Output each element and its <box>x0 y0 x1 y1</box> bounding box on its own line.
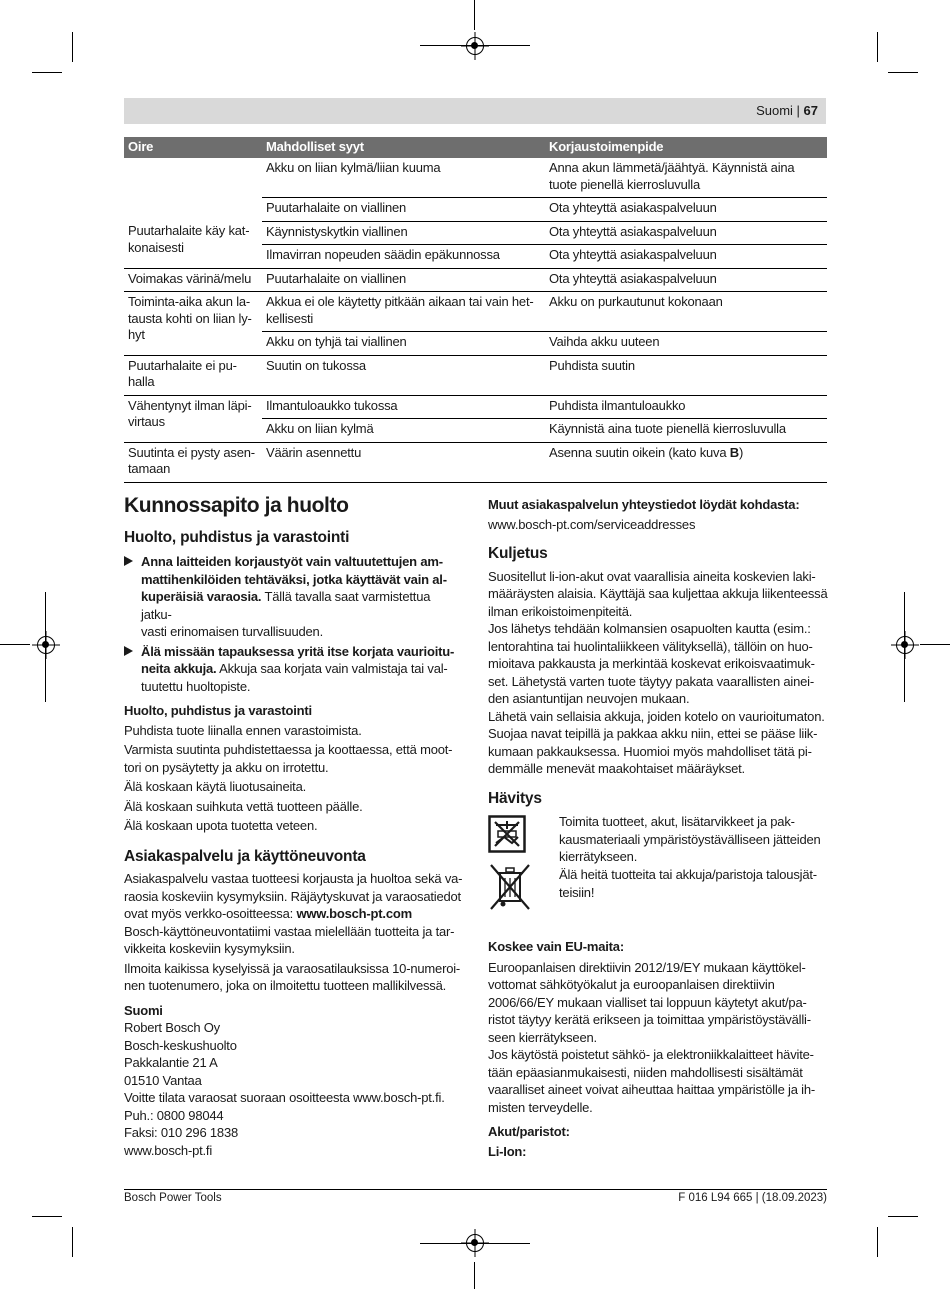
paragraph: Älä koskaan käytä liuotusaineita. <box>124 779 307 794</box>
paragraph: Jos käytöstä poistetut sähkö- ja elektroniikkalaitteet hävite- tään epäasianmukaisesti, niiden mahdollisesti sisältämät vaaralliset aineet voivat aiheuttaa haittaa ympäristölle ja ih- misten terveydelle. <box>488 1047 816 1115</box>
fix-text-end: ) <box>738 444 744 460</box>
crop-mark <box>32 1216 62 1217</box>
recycle-box-icon <box>488 815 526 853</box>
table-cell-fix: Puhdista ilmantuloaukko <box>545 395 827 419</box>
table-cell-fix: Käynnistä aina tuote pienellä kierrosluvulla <box>545 419 827 443</box>
address-line: Bosch-keskushuolto <box>124 1037 237 1053</box>
crop-mark <box>72 32 73 62</box>
table-cell-symptom: Suutinta ei pysty asen- tamaan <box>124 442 262 482</box>
table-header-symptom: Oire <box>124 137 262 158</box>
eu-heading: Koskee vain EU-maita: <box>488 939 624 954</box>
disposal-block <box>488 811 828 923</box>
table-cell-symptom: Toiminta-aika akun la- tausta kohti on liian ly- hyt <box>124 292 262 356</box>
table-cell-symptom: Puutarhalaite ei pu- halla <box>124 355 262 395</box>
address-line: Voitte tilata varaosat suoraan osoitteesta www.bosch-pt.fi. <box>124 1090 445 1105</box>
fix-text: Asenna suutin oikein (kato kuva <box>549 444 730 460</box>
bullet-text: Akkuja saa korjata vain valmistaja tai val- tuutettu huoltopiste. <box>141 661 448 694</box>
address-line: Faksi: 010 296 1838 <box>124 1125 239 1140</box>
table-row <box>124 355 827 395</box>
crop-mark <box>474 0 475 30</box>
crop-mark <box>877 32 878 62</box>
crop-mark <box>474 1262 475 1289</box>
table-cell-cause: Akku on liian kylmä <box>262 419 545 443</box>
table-cell-fix: Ota yhteyttä asiakaspalveluun <box>545 198 827 222</box>
table-cell-symptom <box>124 158 262 221</box>
paragraph: Bosch-käyttöneuvontatiimi vastaa mielellään tuotteita ja tar- vikkeita koskeviin kysymyksiin. <box>124 923 455 956</box>
table-header-fix: Korjaustoimenpide <box>545 137 827 158</box>
website-link[interactable]: www.bosch-pt.com <box>296 906 412 921</box>
paragraph: Euroopanlaisen direktiivin 2012/19/EY mukaan käyttökel- vottomat sähkötyökalut ja euroopanlaisen direktiivin 2006/66/EY mukaan vialliset tai loppuun käytetyt akut/pa- ristot täytyy kerätä erikseen ja toimittaa ympäristöystävälli- seen kierrätykseen. <box>488 959 811 1045</box>
paragraph: Älä koskaan upota tuotetta veteen. <box>124 818 318 833</box>
page-header <box>124 98 826 124</box>
footer-divider <box>124 1189 827 1190</box>
country-heading: Suomi <box>124 1002 163 1018</box>
table-cell-cause: Ilmantuloaukko tukossa <box>262 395 545 419</box>
table-cell-fix: Ota yhteyttä asiakaspalveluun <box>545 221 827 245</box>
crop-mark <box>32 72 62 73</box>
address-line: Robert Bosch Oy <box>124 1020 220 1035</box>
battery-heading: Akut/paristot: <box>488 1124 570 1139</box>
paragraph: Älä koskaan suihkuta vettä tuotteen päälle. <box>124 798 363 814</box>
address-line: www.bosch-pt.fi <box>124 1142 213 1158</box>
table-cell-cause: Akku on tyhjä tai viallinen <box>262 332 545 356</box>
crop-mark <box>920 644 950 645</box>
crossed-bin-icon <box>488 863 532 913</box>
crop-mark <box>877 1227 878 1257</box>
paragraph: Lähetä vain sellaisia akkuja, joiden kotelo on vaurioitumaton. Suojaa navat teipillä ja pakkaa akku niin, ettei se pääse liik- kumaan pakkauksessa. Huomioi myös mahdolliset tätä pi- demmälle menevät maakohtaiset määräykset. <box>488 708 825 776</box>
table-row <box>124 158 827 198</box>
table-cell-fix: Ota yhteyttä asiakaspalveluun <box>545 268 827 292</box>
subsection-title: Huolto, puhdistus ja varastointi <box>124 703 312 718</box>
footer-left: Bosch Power Tools <box>124 1192 222 1204</box>
crop-mark <box>888 1216 918 1217</box>
table-cell-fix: Puhdista suutin <box>545 355 827 395</box>
page-number: 67 <box>803 103 818 118</box>
warning-bullet <box>124 553 464 641</box>
table-cell-symptom: Voimakas värinä/melu <box>124 268 262 292</box>
crop-mark <box>72 1227 73 1257</box>
subsection-title: Asiakaspalvelu ja käyttöneuvonta <box>124 847 366 865</box>
paragraph: Jos lähetys tehdään kolmansien osapuolten kautta (esim.: lentorahtina tai huolintaliikkeen välityksellä), tällöin on huo- mioitava pakkausta ja merkintää koskevat erikoisvaatimuk- set. Lähetystä varten tuote täytyy pakata vaarallisten ainei- den asiantuntijan neuvojen mukaan. <box>488 621 815 706</box>
address-line: 01510 Vantaa <box>124 1072 202 1088</box>
table-header-row <box>124 137 827 158</box>
paragraph: Ilmoita kaikissa kyselyissä ja varaosatilauksissa 10-numeroi- nen tuotenumero, joka on ilmoitettu tuotteen mallikilvessä. <box>124 960 461 993</box>
table-row <box>124 292 827 332</box>
table-cell-cause: Väärin asennettu <box>262 442 545 482</box>
bullet-text: Tällä tavalla saat varmistettua jatku- vasti erinomaisen turvallisuuden. <box>141 589 431 639</box>
table-cell-cause: Suutin on tukossa <box>262 355 545 395</box>
li-ion-heading: Li-Ion: <box>488 1143 527 1159</box>
contact-heading: Muut asiakaspalvelun yhteystiedot löydät kohdasta: <box>488 497 800 512</box>
table-row <box>124 442 827 482</box>
paragraph <box>124 870 464 923</box>
bullet-arrow-icon <box>124 556 133 566</box>
subsection-title: Huolto, puhdistus ja varastointi <box>124 528 350 546</box>
table-cell-fix: Ota yhteyttä asiakaspalveluun <box>545 245 827 269</box>
contact-url[interactable]: www.bosch-pt.com/serviceaddresses <box>488 516 696 532</box>
section-name: Suomi <box>756 103 793 118</box>
crop-mark <box>0 644 30 645</box>
paragraph: Suositellut li-ion-akut ovat vaarallisia aineita koskevien laki- määräysten alaisia. Käyttäjä saa kuljettaa akkuja liikenteessä ilman erikoistoimenpiteitä. <box>488 568 828 619</box>
section-title-disposal: Hävitys <box>488 789 542 807</box>
table-cell-cause: Akkua ei ole käytetty pitkään aikaan tai vain het- kellisesti <box>262 292 545 332</box>
footer-right: F 016 L94 665 | (18.09.2023) <box>678 1192 827 1204</box>
table-cell-cause: Akku on liian kylmä/liian kuuma <box>262 158 545 198</box>
right-column <box>488 496 828 1160</box>
header-separator: | <box>792 103 804 118</box>
registration-mark-icon <box>466 37 484 55</box>
crop-mark <box>888 72 918 73</box>
left-column <box>124 494 464 1159</box>
bullet-arrow-icon <box>124 646 133 656</box>
table-cell-fix: Akku on purkautunut kokonaan <box>545 292 827 332</box>
table-cell-cause: Puutarhalaite on viallinen <box>262 198 545 222</box>
section-title-transport: Kuljetus <box>488 545 548 562</box>
table-cell-cause: Käynnistyskytkin viallinen <box>262 221 545 245</box>
disposal-paragraph: Toimita tuotteet, akut, lisätarvikkeet ja pak- kausmateriaali ympäristöystävälliseen jätteiden kierrätykseen. <box>559 814 821 864</box>
troubleshooting-table <box>124 137 827 483</box>
paragraph: Puhdista tuote liinalla ennen varastoimista. <box>124 722 362 738</box>
table-cell-fix: Vaihda akku uuteen <box>545 332 827 356</box>
table-cell-fix <box>545 442 827 482</box>
table-cell-symptom: Puutarhalaite käy kat- konaisesti <box>124 221 262 268</box>
table-cell-cause: Puutarhalaite on viallinen <box>262 268 545 292</box>
registration-mark-icon <box>37 636 55 654</box>
bullet-bold-text: Älä missään tapauksessa yritä itse korjata vaurioitu- neita akkuja. <box>141 643 455 676</box>
table-cell-fix: Anna akun lämmetä/jäähtyä. Käynnistä aina tuote pienellä kierrosluvulla <box>545 158 827 198</box>
address-line: Puh.: 0800 98044 <box>124 1107 224 1123</box>
figure-reference: B <box>729 444 739 460</box>
table-cell-symptom: Vähentynyt ilman läpi- virtaus <box>124 395 262 442</box>
section-title-maintenance: Kunnossapito ja huolto <box>124 494 349 517</box>
paragraph-text: Asiakaspalvelu vastaa tuotteesi korjausta ja huoltoa sekä va- raosia koskeviin kysymyksiin. Räjäytyskuvat ja varaosatiedot ovat myös verkko-osoitteessa: <box>124 871 463 921</box>
table-row <box>124 395 827 419</box>
table-header-cause: Mahdolliset syyt <box>262 137 545 158</box>
table-row <box>124 221 827 245</box>
page-header-text <box>756 103 818 118</box>
table-row <box>124 268 827 292</box>
registration-mark-icon <box>466 1234 484 1252</box>
disposal-paragraph: Älä heitä tuotteita tai akkuja/paristoja talousjät- teisiin! <box>559 867 817 900</box>
warning-bullet <box>124 643 464 696</box>
address-line: Pakkalantie 21 A <box>124 1055 218 1070</box>
table-cell-cause: Ilmavirran nopeuden säädin epäkunnossa <box>262 245 545 269</box>
registration-mark-icon <box>896 636 914 654</box>
bullet-bold-text: Anna laitteiden korjaustyöt vain valtuutettujen am- mattihenkilöiden tehtäväksi, jotka käyttävät vain al- kuperäisiä varaosia. <box>141 554 447 604</box>
paragraph: Varmista suutinta puhdistettaessa ja koottaessa, että moot- tori on pysäytetty ja akku on irrotettu. <box>124 742 453 775</box>
